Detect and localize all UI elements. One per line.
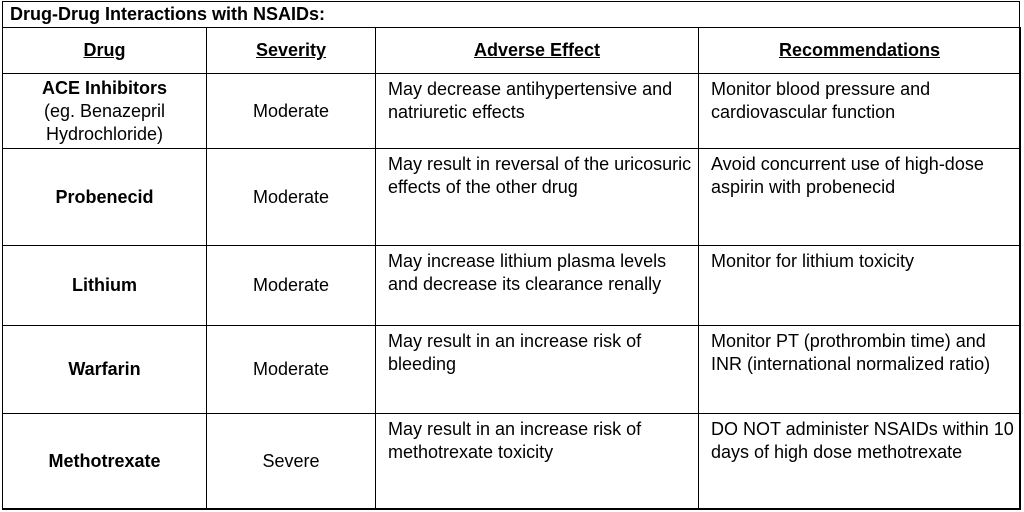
recommendation-cell: Monitor blood pressure and cardiovascular function <box>699 74 1021 149</box>
recommendation-cell: Monitor for lithium toxicity <box>699 246 1021 326</box>
adverse-effect-cell: May result in an increase risk of methotrexate toxicity <box>376 414 699 510</box>
header-drug: Drug <box>3 28 207 74</box>
drug-cell: Probenecid <box>3 149 207 246</box>
severity-cell: Severe <box>207 414 376 510</box>
drug-example: (eg. Benazepril Hydrochloride) <box>43 100 166 144</box>
table-row <box>3 246 1021 326</box>
header-severity: Severity <box>207 28 376 74</box>
adverse-effect-cell: May decrease antihypertensive and natriuretic effects <box>376 74 699 149</box>
severity-cell: Moderate <box>207 149 376 246</box>
recommendation-cell: Monitor PT (prothrombin time) and INR (international normalized ratio) <box>699 326 1021 414</box>
severity-cell: Moderate <box>207 326 376 414</box>
recommendation-cell: Avoid concurrent use of high-dose aspirin with probenecid <box>699 149 1021 246</box>
table-row <box>3 326 1021 414</box>
table-row <box>3 414 1021 510</box>
severity-cell: Moderate <box>207 246 376 326</box>
drug-cell: Warfarin <box>3 326 207 414</box>
header-adverse-effect: Adverse Effect <box>376 28 699 74</box>
drug-cell <box>3 74 207 149</box>
adverse-effect-cell: May result in an increase risk of bleeding <box>376 326 699 414</box>
header-recommendations: Recommendations <box>699 28 1021 74</box>
table-title: Drug-Drug Interactions with NSAIDs: <box>10 4 326 24</box>
header-row <box>3 28 1021 74</box>
adverse-effect-cell: May increase lithium plasma levels and decrease its clearance renally <box>376 246 699 326</box>
severity-cell: Moderate <box>207 74 376 149</box>
drug-cell: Methotrexate <box>3 414 207 510</box>
drug-name: ACE Inhibitors <box>42 77 167 98</box>
adverse-effect-cell: May result in reversal of the uricosuric effects of the other drug <box>376 149 699 246</box>
interactions-table <box>2 27 1021 510</box>
drug-cell: Lithium <box>3 246 207 326</box>
table-row <box>3 149 1021 246</box>
table-row <box>3 74 1021 149</box>
recommendation-cell: DO NOT administer NSAIDs within 10 days of high dose methotrexate <box>699 414 1021 510</box>
